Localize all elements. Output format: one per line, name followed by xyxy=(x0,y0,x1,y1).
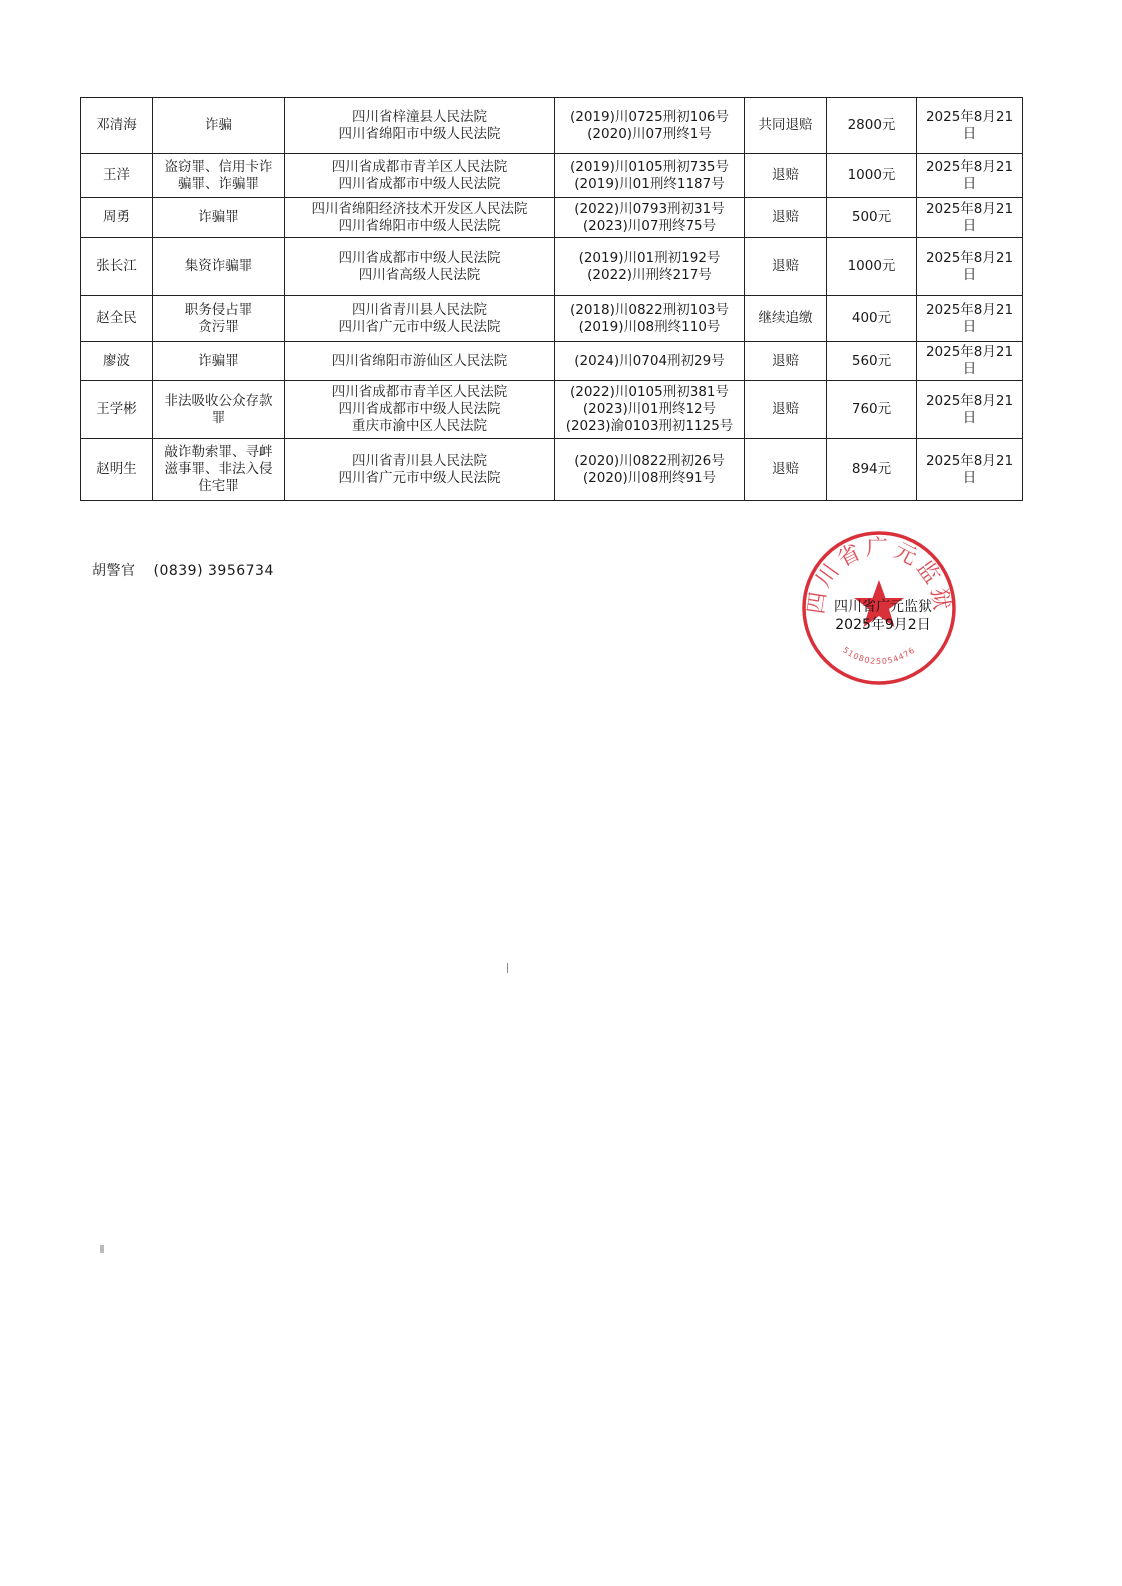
cell-name: 廖波 xyxy=(81,342,153,381)
cell-courts-line: 四川省成都市青羊区人民法院 xyxy=(331,158,508,175)
cell-type: 继续追缴 xyxy=(745,296,827,342)
cell-crime xyxy=(153,238,285,296)
table-row xyxy=(81,342,1023,381)
cell-courts-line: 四川省广元市中级人民法院 xyxy=(338,318,501,335)
cell-date: 2025年8月21日 xyxy=(917,342,1023,381)
cell-case-numbers-line: (2020)川07刑终1号 xyxy=(587,125,712,142)
cell-courts xyxy=(285,342,555,381)
cell-case-numbers xyxy=(555,296,745,342)
cell-case-numbers xyxy=(555,154,745,198)
cell-crime-line: 盗窃罪、信用卡诈 xyxy=(164,158,273,175)
cell-crime xyxy=(153,439,285,501)
cell-date: 2025年8月21日 xyxy=(917,381,1023,439)
cell-name: 赵明生 xyxy=(81,439,153,501)
cell-courts xyxy=(285,381,555,439)
cell-amount: 1000元 xyxy=(827,154,917,198)
cell-case-numbers xyxy=(555,381,745,439)
cell-type: 共同退赔 xyxy=(745,98,827,154)
cell-case-numbers-line: (2019)川01刑终1187号 xyxy=(574,175,725,192)
cell-courts-line: 四川省广元市中级人民法院 xyxy=(338,469,501,486)
cell-case-numbers-line: (2020)川0822刑初26号 xyxy=(574,452,725,469)
cell-name: 赵全民 xyxy=(81,296,153,342)
cell-date: 2025年8月21日 xyxy=(917,154,1023,198)
cell-date: 2025年8月21日 xyxy=(917,98,1023,154)
cell-crime-line: 职务侵占罪 xyxy=(184,301,253,318)
cell-crime xyxy=(153,296,285,342)
cell-case-numbers xyxy=(555,98,745,154)
cell-name: 王洋 xyxy=(81,154,153,198)
cell-amount: 400元 xyxy=(827,296,917,342)
cell-courts-line: 四川省成都市中级人民法院 xyxy=(338,401,501,417)
cell-case-numbers-line: (2019)川01刑初192号 xyxy=(578,249,721,266)
table-row xyxy=(81,154,1023,198)
scan-mark xyxy=(100,1245,104,1253)
contact-officer: 胡警官 xyxy=(92,563,136,579)
contact-phone: (0839) 3956734 xyxy=(153,563,274,579)
table-row xyxy=(81,439,1023,501)
cell-courts-line: 四川省青川县人民法院 xyxy=(352,452,487,469)
cell-courts-line: 重庆市渝中区人民法院 xyxy=(352,418,487,434)
cell-case-numbers-line: (2022)川刑终217号 xyxy=(587,266,712,283)
cell-case-numbers-line: (2019)川08刑终110号 xyxy=(578,318,721,335)
cell-case-numbers xyxy=(555,198,745,238)
cell-crime xyxy=(153,98,285,154)
cell-crime xyxy=(153,198,285,238)
cell-type: 退赔 xyxy=(745,342,827,381)
cell-amount: 894元 xyxy=(827,439,917,501)
cell-crime xyxy=(153,154,285,198)
cell-amount: 760元 xyxy=(827,381,917,439)
cell-courts-line: 四川省绵阳市中级人民法院 xyxy=(338,217,501,234)
table-row xyxy=(81,98,1023,154)
cell-courts-line: 四川省青川县人民法院 xyxy=(352,301,487,318)
cell-name: 张长江 xyxy=(81,238,153,296)
cell-courts-line: 四川省绵阳经济技术开发区人民法院 xyxy=(311,200,528,217)
cell-courts-line: 四川省梓潼县人民法院 xyxy=(352,108,487,125)
signature-block xyxy=(823,598,943,634)
cell-type: 退赔 xyxy=(745,381,827,439)
cell-crime-line: 诈骗 xyxy=(205,117,232,133)
cell-courts xyxy=(285,198,555,238)
cell-date: 2025年8月21日 xyxy=(917,238,1023,296)
cell-crime-line: 滋事罪、非法入侵 xyxy=(164,461,273,477)
cell-amount: 1000元 xyxy=(827,238,917,296)
scan-mark xyxy=(507,963,508,973)
cell-crime-line: 诈骗罪 xyxy=(198,352,239,369)
cell-courts xyxy=(285,154,555,198)
table-row xyxy=(81,198,1023,238)
cell-case-numbers-line: (2020)川08刑终91号 xyxy=(582,469,717,486)
cell-crime-line: 骗罪、诈骗罪 xyxy=(178,175,259,192)
cell-crime xyxy=(153,381,285,439)
cell-courts-line: 四川省成都市中级人民法院 xyxy=(338,175,501,192)
cell-date: 2025年8月21日 xyxy=(917,198,1023,238)
cell-crime-line: 贪污罪 xyxy=(198,318,239,335)
cell-courts-line: 四川省高级人民法院 xyxy=(358,266,481,283)
cell-amount: 500元 xyxy=(827,198,917,238)
signature-org: 四川省广元监狱 xyxy=(834,599,932,615)
cell-amount: 2800元 xyxy=(827,98,917,154)
cell-case-numbers xyxy=(555,342,745,381)
cell-courts xyxy=(285,98,555,154)
seal-code-text: 5108025054476 xyxy=(841,645,917,666)
cell-case-numbers-line: (2018)川0822刑初103号 xyxy=(569,301,729,318)
cell-crime xyxy=(153,342,285,381)
cell-type: 退赔 xyxy=(745,198,827,238)
cell-crime-line: 非法吸收公众存款 xyxy=(164,392,273,409)
cell-crime-line: 诈骗罪 xyxy=(198,209,239,225)
cell-case-numbers xyxy=(555,238,745,296)
records-table xyxy=(80,97,1023,501)
cell-case-numbers-line: (2019)川0105刑初735号 xyxy=(569,158,729,175)
cell-crime-line: 敲诈勒索罪、寻衅 xyxy=(164,444,273,460)
table-row xyxy=(81,381,1023,439)
signature-date: 2025年9月2日 xyxy=(835,617,931,633)
cell-name: 王学彬 xyxy=(81,381,153,439)
cell-courts-line: 四川省成都市青羊区人民法院 xyxy=(331,384,508,400)
cell-type: 退赔 xyxy=(745,238,827,296)
table-row xyxy=(81,296,1023,342)
cell-case-numbers xyxy=(555,439,745,501)
cell-courts-line: 四川省绵阳市游仙区人民法院 xyxy=(331,352,508,369)
cell-case-numbers-line: (2024)川0704刑初29号 xyxy=(574,352,725,369)
table-body xyxy=(81,98,1023,501)
cell-courts xyxy=(285,439,555,501)
cell-courts xyxy=(285,296,555,342)
cell-name: 周勇 xyxy=(81,198,153,238)
cell-case-numbers-line: (2023)渝0103刑初1125号 xyxy=(565,418,734,434)
cell-type: 退赔 xyxy=(745,439,827,501)
cell-case-numbers-line: (2023)川07刑终75号 xyxy=(582,217,717,234)
cell-date: 2025年8月21日 xyxy=(917,439,1023,501)
cell-case-numbers-line: (2023)川01刑终12号 xyxy=(582,401,717,417)
cell-name: 邓清海 xyxy=(81,98,153,154)
cell-courts-line: 四川省成都市中级人民法院 xyxy=(338,249,501,266)
cell-crime-line: 罪 xyxy=(211,409,226,426)
cell-case-numbers-line: (2022)川0105刑初381号 xyxy=(569,384,729,400)
cell-case-numbers-line: (2019)川0725刑初106号 xyxy=(569,108,729,125)
cell-type: 退赔 xyxy=(745,154,827,198)
cell-courts xyxy=(285,238,555,296)
cell-crime-line: 集资诈骗罪 xyxy=(184,258,253,274)
cell-date: 2025年8月21日 xyxy=(917,296,1023,342)
table-row xyxy=(81,238,1023,296)
contact-line xyxy=(92,560,274,580)
seal-name-text: 四川省广元监狱 xyxy=(803,536,955,616)
cell-courts-line: 四川省绵阳市中级人民法院 xyxy=(338,125,501,142)
cell-case-numbers-line: (2022)川0793刑初31号 xyxy=(574,200,725,217)
cell-amount: 560元 xyxy=(827,342,917,381)
cell-crime-line: 住宅罪 xyxy=(198,478,239,494)
